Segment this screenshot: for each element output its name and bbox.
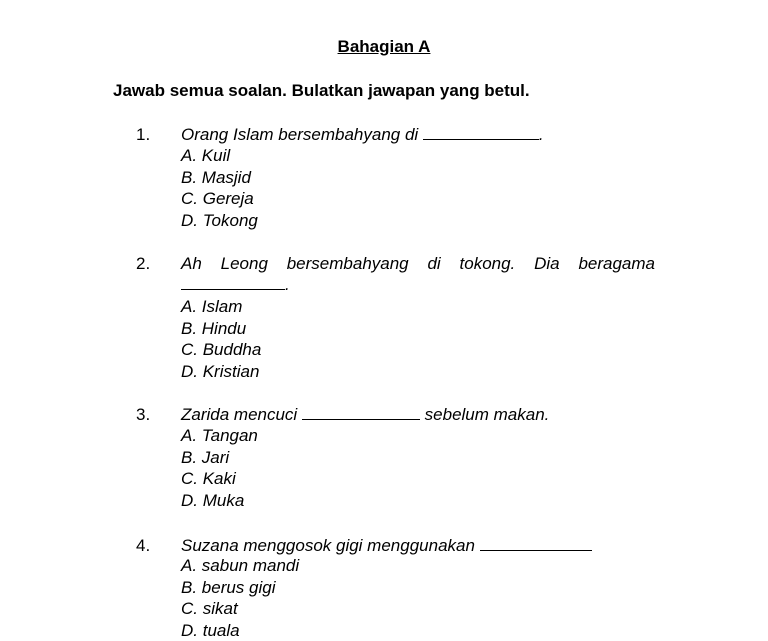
question-text-continued [181, 274, 655, 296]
question-number: 4. [136, 536, 151, 555]
option-d[interactable]: D. Muka [181, 490, 245, 510]
question-text-before: Suzana menggosok gigi menggunakan [181, 536, 480, 555]
option-b[interactable]: B. Masjid [181, 167, 251, 187]
option-c[interactable]: C. Kaki [181, 469, 236, 489]
option-d[interactable]: D. Tokong [181, 210, 258, 230]
answer-blank [423, 125, 539, 140]
option-a[interactable]: A. sabun mandi [181, 556, 300, 575]
option-c[interactable]: C. Buddha [181, 340, 262, 360]
question-text-after: sebelum makan. [419, 405, 550, 424]
question-number: 3. [136, 405, 151, 424]
question-text [181, 124, 655, 146]
question-text-after: . [538, 125, 544, 144]
option-list [181, 296, 261, 382]
option-a[interactable]: A. Tangan [181, 426, 258, 445]
section-instruction: Jawab semua soalan. Bulatkan jawapan yang betul. [113, 81, 530, 100]
option-a[interactable]: A. Kuil [181, 146, 231, 165]
question-text-after: . [285, 275, 290, 294]
answer-blank [480, 536, 592, 551]
option-c[interactable]: C. sikat [181, 599, 238, 619]
question-number: 1. [136, 125, 151, 144]
option-b[interactable]: B. Hindu [181, 318, 247, 338]
option-d[interactable]: D. Kristian [181, 361, 260, 381]
answer-blank [181, 275, 285, 290]
question-number: 2. [136, 254, 151, 273]
option-b[interactable]: B. Jari [181, 447, 230, 467]
question-text-before: Zarida mencuci [181, 405, 302, 424]
option-d[interactable]: D. tuala [181, 620, 240, 640]
option-a[interactable]: A. Islam [181, 297, 243, 316]
question-text: Ah Leong bersembahyang di tokong. Dia beragama [181, 254, 655, 273]
section-title: Bahagian A [337, 37, 431, 56]
question-text-before: Orang Islam bersembahyang di [181, 125, 423, 144]
option-list [181, 555, 299, 641]
option-list [181, 425, 258, 511]
option-b[interactable]: B. berus gigi [181, 577, 276, 597]
option-list [181, 145, 258, 231]
option-c[interactable]: C. Gereja [181, 189, 254, 209]
answer-blank [302, 405, 420, 420]
question-text [181, 535, 655, 557]
question-text [181, 404, 655, 426]
